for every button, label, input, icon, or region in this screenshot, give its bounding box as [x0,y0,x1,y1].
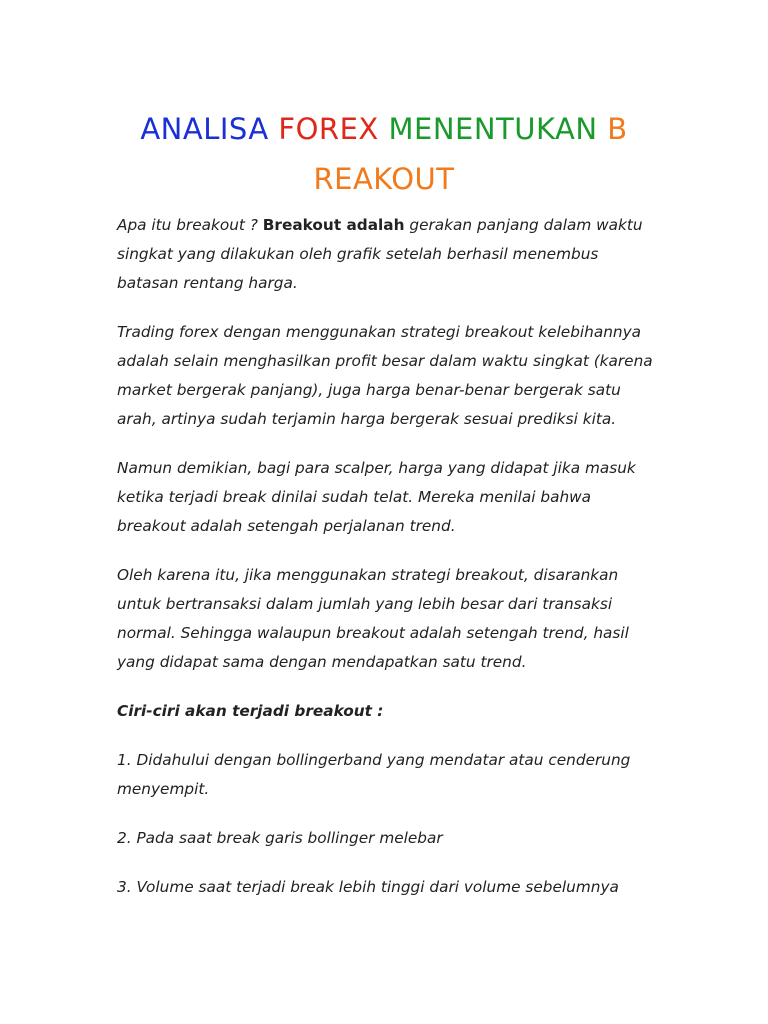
section-heading-characteristics: Ciri-ciri akan terjadi breakout : [117,702,384,720]
title-word-menentukan: MENENTUKAN [388,112,598,146]
list-item-3: 3. Volume saat terjadi break lebih tinggi dari volume sebelumnya [117,878,619,896]
paragraph-definition-rest: gerakan panjang dalam waktu singkat yang dilakukan oleh grafik setelah berhasil menembus batasan rentang harga. [117,216,643,292]
title-word-b: B [607,112,628,146]
document-body [117,211,657,922]
document-title-line-2 [0,162,768,196]
paragraph-definition-term: Breakout adalah [262,216,405,234]
document-title-line-1 [0,112,768,146]
list-item-1: 1. Didahului dengan bollingerband yang mendatar atau cenderung menyempit. [117,751,631,798]
paragraph-advantages: Trading forex dengan menggunakan strategi breakout kelebihannya adalah selain menghasilkan profit besar dalam waktu singkat (karena market bergerak panjang), juga harga benar-benar bergerak satu arah, artinya sudah terjamin harga bergerak sesuai prediksi kita. [117,323,653,428]
title-word-forex: FOREX [278,112,379,146]
paragraph-recommendation: Oleh karena itu, jika menggunakan strategi breakout, disarankan untuk bertransaksi dalam jumlah yang lebih besar dari transaksi normal. Sehingga walaupun breakout adalah setengah trend, hasil yang didapat sama dengan mendapatkan satu trend. [117,566,629,671]
paragraph-definition [117,211,657,298]
list-item-2: 2. Pada saat break garis bollinger melebar [117,829,443,847]
title-word-analisa: ANALISA [140,112,269,146]
paragraph-definition-intro: Apa itu breakout ? [117,216,263,234]
title-word-reakout: REAKOUT [313,162,455,196]
paragraph-scalper: Namun demikian, bagi para scalper, harga yang didapat jika masuk ketika terjadi break dinilai sudah telat. Mereka menilai bahwa breakout adalah setengah perjalanan trend. [117,459,636,535]
